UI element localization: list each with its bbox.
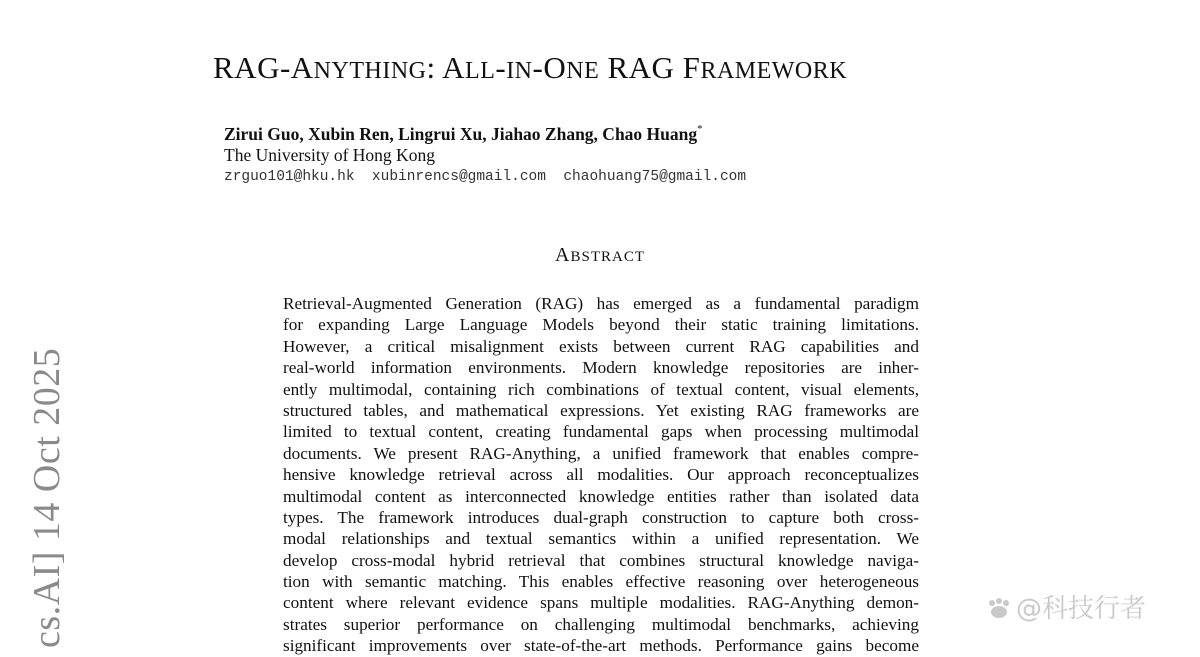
abstract-line: real-world information environments. Modern knowledge repositories are inher-: [283, 358, 919, 378]
abstract-line: multimodal content as interconnected knowledge entities rather than isolated data: [283, 486, 919, 506]
abstract-line: strates superior performance on challenging multimodal benchmarks, achieving: [283, 614, 919, 634]
abstract-line: Retrieval-Augmented Generation (RAG) has emerged as a fundamental paradigm: [283, 294, 919, 313]
abstract-line: develop cross-modal hybrid retrieval that combines structural knowledge naviga-: [283, 550, 919, 570]
abstract-heading: ABSTRACT: [555, 244, 645, 266]
affiliation: The University of Hong Kong: [224, 145, 435, 165]
arxiv-side-stamp: cs.AI] 14 Oct 2025: [26, 347, 68, 648]
abstract-line: hensive knowledge retrieval across all modalities. Our approach reconceptualizes: [283, 465, 919, 485]
abstract-line: for expanding Large Language Models beyond their static training limitations.: [283, 315, 919, 335]
abstract-line: significant improvements over state-of-the-art methods. Performance gains become: [283, 636, 919, 656]
paper-title: RAG-ANYTHING: ALL-IN-ONE RAG FRAMEWORK: [213, 50, 848, 85]
abstract-line: types. The framework introduces dual-graph construction to capture both cross-: [283, 507, 919, 527]
abstract-line: modal relationships and textual semantics within a unified representation. We: [283, 529, 919, 549]
abstract-line: ently multimodal, containing rich combinations of textual content, visual elements,: [283, 379, 919, 399]
author-emails: zrguo101@hku.hk xubinrencs@gmail.com chaohuang75@gmail.com: [224, 169, 747, 185]
corresponding-author-mark: *: [697, 123, 703, 135]
watermark-text: @科技行者: [1016, 594, 1147, 624]
abstract-line: documents. We present RAG-Anything, a unified framework that enables compre-: [283, 443, 919, 463]
abstract-line: content where relevant evidence spans multiple modalities. RAG-Anything demon-: [283, 593, 919, 613]
abstract-body: [283, 293, 919, 657]
abstract-line: tion with semantic matching. This enables effective reasoning over heterogeneous: [283, 572, 919, 592]
paw-logo-icon: [986, 596, 1012, 618]
abstract-line: structured tables, and mathematical expressions. Yet existing RAG frameworks are: [283, 400, 919, 420]
abstract-line: However, a critical misalignment exists between current RAG capabilities and: [283, 336, 919, 356]
source-watermark: [986, 588, 1146, 625]
author-list: Zirui Guo, Xubin Ren, Lingrui Xu, Jiahao Zhang, Chao Huang*: [224, 123, 703, 144]
abstract-line: limited to textual content, creating fundamental gaps when processing multimodal: [283, 422, 919, 442]
